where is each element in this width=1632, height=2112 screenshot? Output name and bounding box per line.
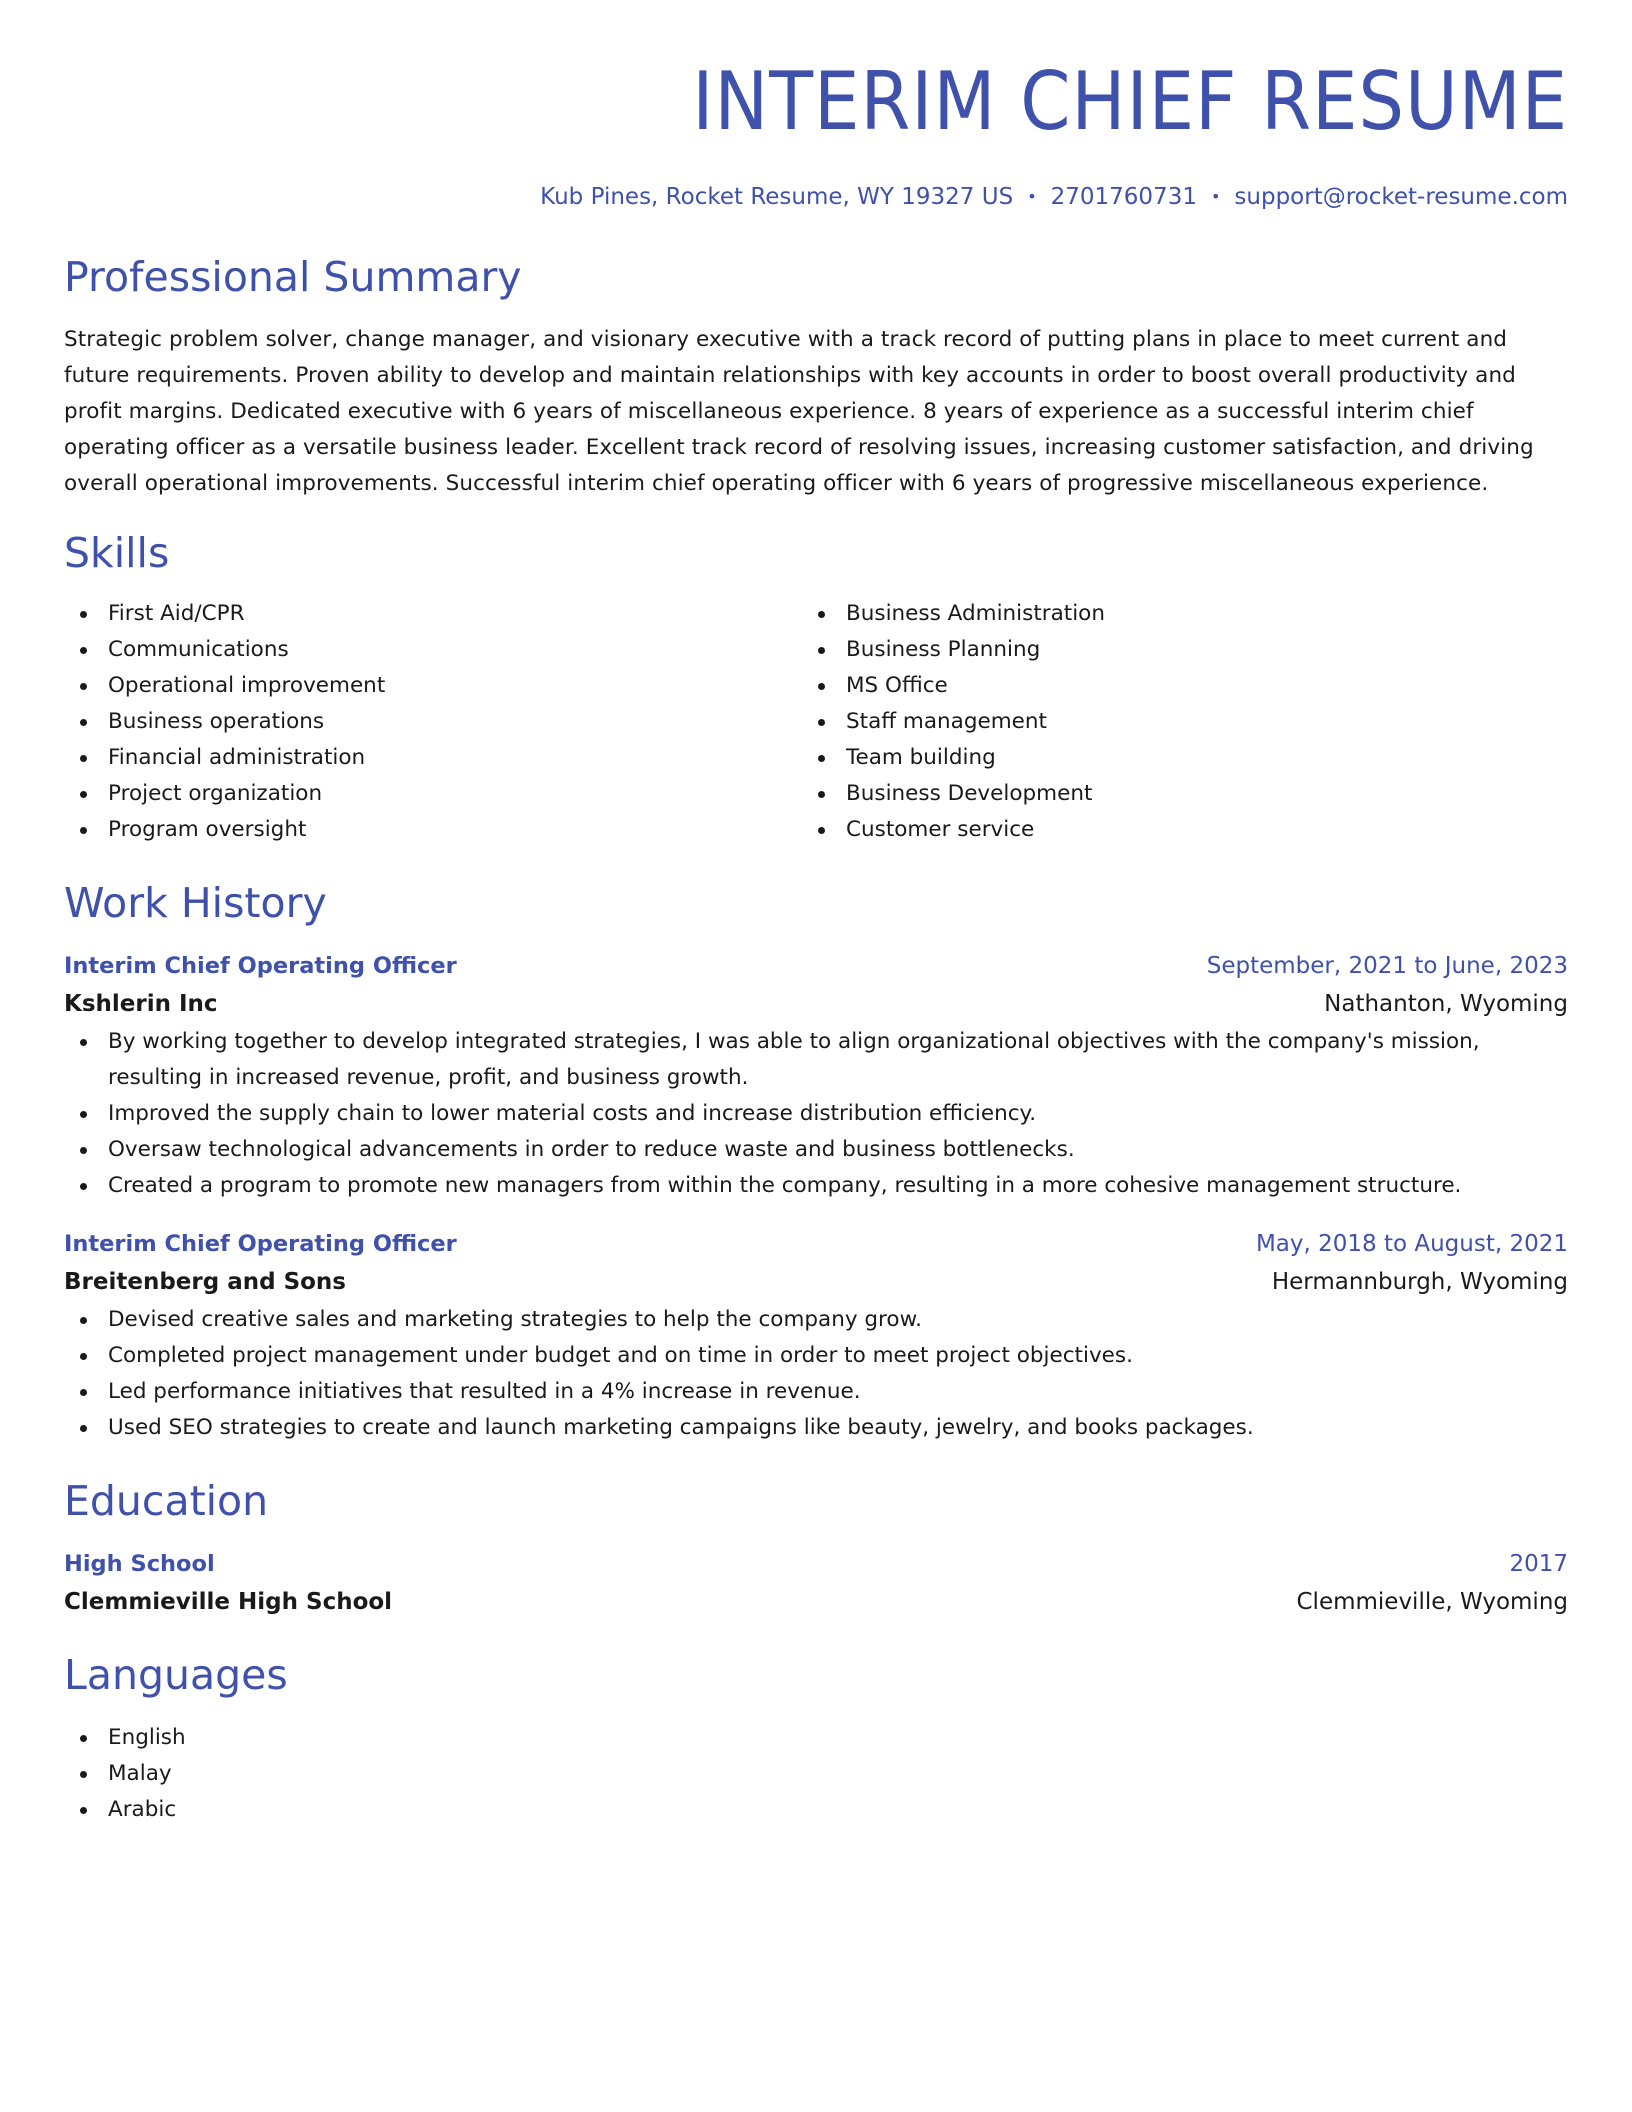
job-bullet: Created a program to promote new managers from within the company, resulting in a more cohesive management structure.: [64, 1168, 1568, 1204]
job-location: Hermannburgh, Wyoming: [1271, 1269, 1568, 1295]
contact-address: Kub Pines, Rocket Resume, WY 19327 US: [540, 184, 1014, 210]
language-item: Arabic: [64, 1792, 1568, 1828]
job-company-row: [64, 1262, 1568, 1302]
education-school: Clemmieville High School: [64, 1589, 393, 1615]
skill-item: First Aid/CPR: [64, 596, 802, 632]
summary-text: Strategic problem solver, change manager, and visionary executive with a track record of putting plans in place to meet current and future requirements. Proven ability to develop and maintain relationships with key accounts in order to boost overall productivity and profit margins. Dedicated executive with 6 years of miscellaneous experience. 8 years of experience as a successful interim chief operating officer as a versatile business leader. Excellent track record of resolving issues, increasing customer satisfaction, and driving overall operational improvements. Successful interim chief operating officer with 6 years of progressive miscellaneous experience.: [64, 327, 1534, 496]
languages-list: [64, 1720, 1568, 1828]
job-entry: [64, 1226, 1568, 1446]
education-degree: High School: [64, 1551, 215, 1577]
job-bullet: Used SEO strategies to create and launch marketing campaigns like beauty, jewelry, and books packages.: [64, 1410, 1568, 1446]
skill-item: Staff management: [802, 704, 1540, 740]
job-dates: May, 2018 to August, 2021: [1255, 1231, 1568, 1257]
skill-item: Operational improvement: [64, 668, 802, 704]
language-item: Malay: [64, 1756, 1568, 1792]
skills-column-left: [64, 596, 802, 848]
skill-item: MS Office: [802, 668, 1540, 704]
education-entry: [64, 1546, 1568, 1622]
skill-item: Customer service: [802, 812, 1540, 848]
job-header-row: [64, 948, 1568, 984]
contact-separator: •: [1210, 187, 1221, 206]
education-school-row: [64, 1582, 1568, 1622]
skill-item: Business Planning: [802, 632, 1540, 668]
skill-item: Communications: [64, 632, 802, 668]
skills-heading: Skills: [64, 529, 170, 577]
contact-separator: •: [1027, 187, 1037, 206]
skill-item: Business operations: [64, 704, 802, 740]
job-bullet: By working together to develop integrated strategies, I was able to align organizational objectives with the company's mission, resulting in increased revenue, profit, and business growth.: [64, 1024, 1568, 1096]
job-bullet: Devised creative sales and marketing strategies to help the company grow.: [64, 1302, 1568, 1338]
job-bullet: Led performance initiatives that resulted in a 4% increase in revenue.: [64, 1374, 1568, 1410]
work-history-section: [64, 878, 1568, 1446]
skill-item: Financial administration: [64, 740, 802, 776]
job-company: Kshlerin Inc: [64, 991, 218, 1017]
job-company-row: [64, 984, 1568, 1024]
contact-phone[interactable]: 2701760731: [1050, 184, 1197, 210]
contact-line: [64, 182, 1568, 212]
skill-item: Team building: [802, 740, 1540, 776]
resume-title: INTERIM CHIEF RESUME: [692, 55, 1568, 148]
languages-heading: Languages: [64, 1651, 288, 1699]
education-location: Clemmieville, Wyoming: [1296, 1589, 1568, 1615]
skills-list-left: [64, 596, 802, 848]
skills-column-right: [802, 596, 1540, 848]
languages-section: [64, 1650, 1568, 1828]
job-header-row: [64, 1226, 1568, 1262]
job-entry: [64, 948, 1568, 1204]
language-item: English: [64, 1720, 1568, 1756]
job-company: Breitenberg and Sons: [64, 1269, 346, 1295]
work-history-heading: Work History: [64, 879, 327, 927]
job-location: Nathanton, Wyoming: [1324, 991, 1568, 1017]
summary-section: [64, 252, 1568, 502]
education-heading: Education: [64, 1477, 269, 1525]
job-bullets: [64, 1024, 1568, 1204]
job-title: Interim Chief Operating Officer: [64, 953, 457, 979]
education-header-row: [64, 1546, 1568, 1582]
contact-email[interactable]: support@rocket-resume.com: [1234, 184, 1568, 210]
skills-grid: [64, 596, 1568, 848]
education-year: 2017: [1509, 1551, 1568, 1577]
job-title: Interim Chief Operating Officer: [64, 1231, 457, 1257]
job-bullet: Improved the supply chain to lower material costs and increase distribution efficiency.: [64, 1096, 1568, 1132]
job-bullets: [64, 1302, 1568, 1446]
summary-heading: Professional Summary: [64, 253, 522, 301]
job-bullet: Completed project management under budget and on time in order to meet project objectives.: [64, 1338, 1568, 1374]
job-dates: September, 2021 to June, 2023: [1206, 953, 1568, 979]
skill-item: Business Administration: [802, 596, 1540, 632]
job-bullet: Oversaw technological advancements in order to reduce waste and business bottlenecks.: [64, 1132, 1568, 1168]
skills-section: [64, 528, 1568, 848]
skill-item: Business Development: [802, 776, 1540, 812]
skill-item: Program oversight: [64, 812, 802, 848]
education-section: [64, 1476, 1568, 1622]
skills-list-right: [802, 596, 1540, 848]
skill-item: Project organization: [64, 776, 802, 812]
